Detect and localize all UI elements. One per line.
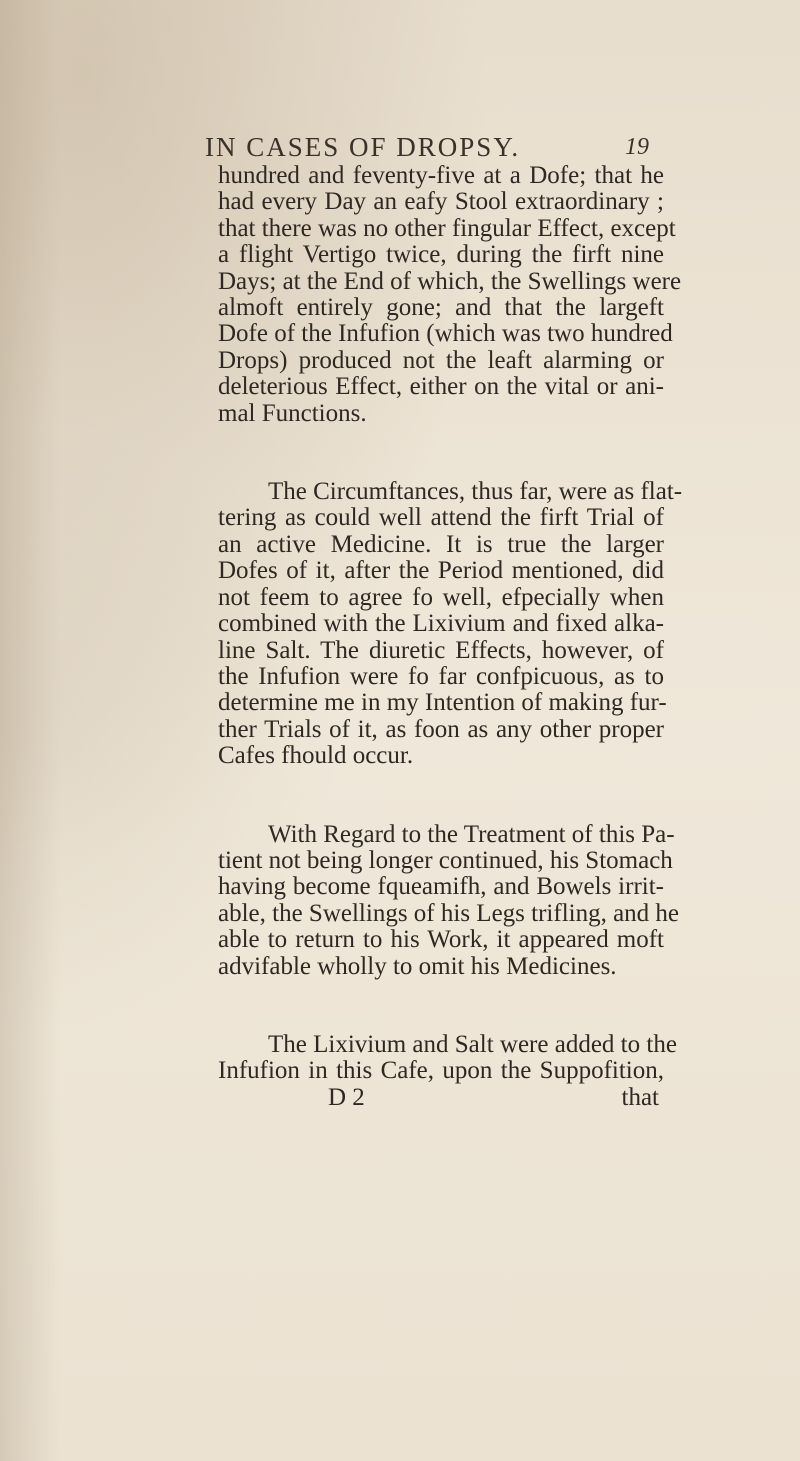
text-line: line Salt. The diuretic Effects, however, of — [218, 636, 664, 664]
text-line: Cafes fhould occur. — [218, 742, 414, 770]
paragraph-2 — [218, 478, 683, 770]
paragraph-4 — [218, 1030, 677, 1112]
text-line: deleterious Effect, either on the vital or ani- — [218, 373, 664, 401]
text-line: mal Functions. — [218, 399, 367, 427]
text-line: Days; at the End of which, the Swellings were — [218, 267, 682, 295]
text-line: a flight Vertigo twice, during the firft nine — [218, 241, 664, 269]
text-line: having become fqueamifh, and Bowels irrit- — [218, 873, 664, 901]
text-line: determine me in my Intention of making fur- — [218, 689, 667, 717]
text-line: Dofe of the Infufion (which was two hundred — [218, 320, 673, 348]
page-number: 19 — [625, 134, 649, 160]
paragraph-1 — [218, 162, 682, 427]
body-text — [218, 162, 683, 1112]
paragraph-3 — [218, 820, 680, 980]
text-line: Infufion in this Cafe, upon the Suppofition, — [218, 1057, 664, 1085]
text-line: combined with the Lixivium and fixed alka- — [218, 610, 664, 638]
text-line: advifable wholly to omit his Medicines. — [218, 952, 617, 980]
text-line: tient not being longer continued, his Stomach — [218, 846, 673, 874]
text-line: almoft entirely gone; and that the largeft — [218, 294, 664, 322]
signature-mark: D 2 — [328, 1083, 365, 1111]
text-line: The Lixivium and Salt were added to the — [268, 1030, 677, 1058]
text-line: not feem to agree fo well, efpecially when — [218, 583, 664, 611]
text-line: With Regard to the Treatment of this Pa- — [268, 820, 675, 848]
text-line: the Infufion were fo far confpicuous, as to — [218, 662, 664, 690]
text-line: able, the Swellings of his Legs trifling, and he — [218, 899, 680, 927]
text-line: ther Trials of it, as foon as any other proper — [218, 715, 664, 743]
page-footer — [218, 1085, 664, 1112]
text-line: The Circumftances, thus far, were as flat- — [268, 478, 683, 506]
catchword: that — [621, 1083, 659, 1111]
page-gutter-shadow — [0, 0, 60, 1461]
text-line: had every Day an eafy Stool extraordinary ; — [218, 188, 664, 216]
text-line: able to return to his Work, it appeared moft — [218, 926, 664, 954]
running-title: IN CASES OF DROPSY. — [205, 132, 521, 162]
text-line: tering as could well attend the firft Trial of — [218, 504, 664, 532]
text-line: hundred and feventy-five at a Dofe; that he — [218, 162, 664, 189]
text-line: Drops) produced not the leaft alarming or — [218, 346, 664, 374]
text-line: Dofes of it, after the Period mentioned, did — [218, 557, 664, 585]
text-line: that there was no other fingular Effect, except — [218, 214, 676, 242]
text-line: an active Medicine. It is true the larger — [218, 530, 664, 558]
